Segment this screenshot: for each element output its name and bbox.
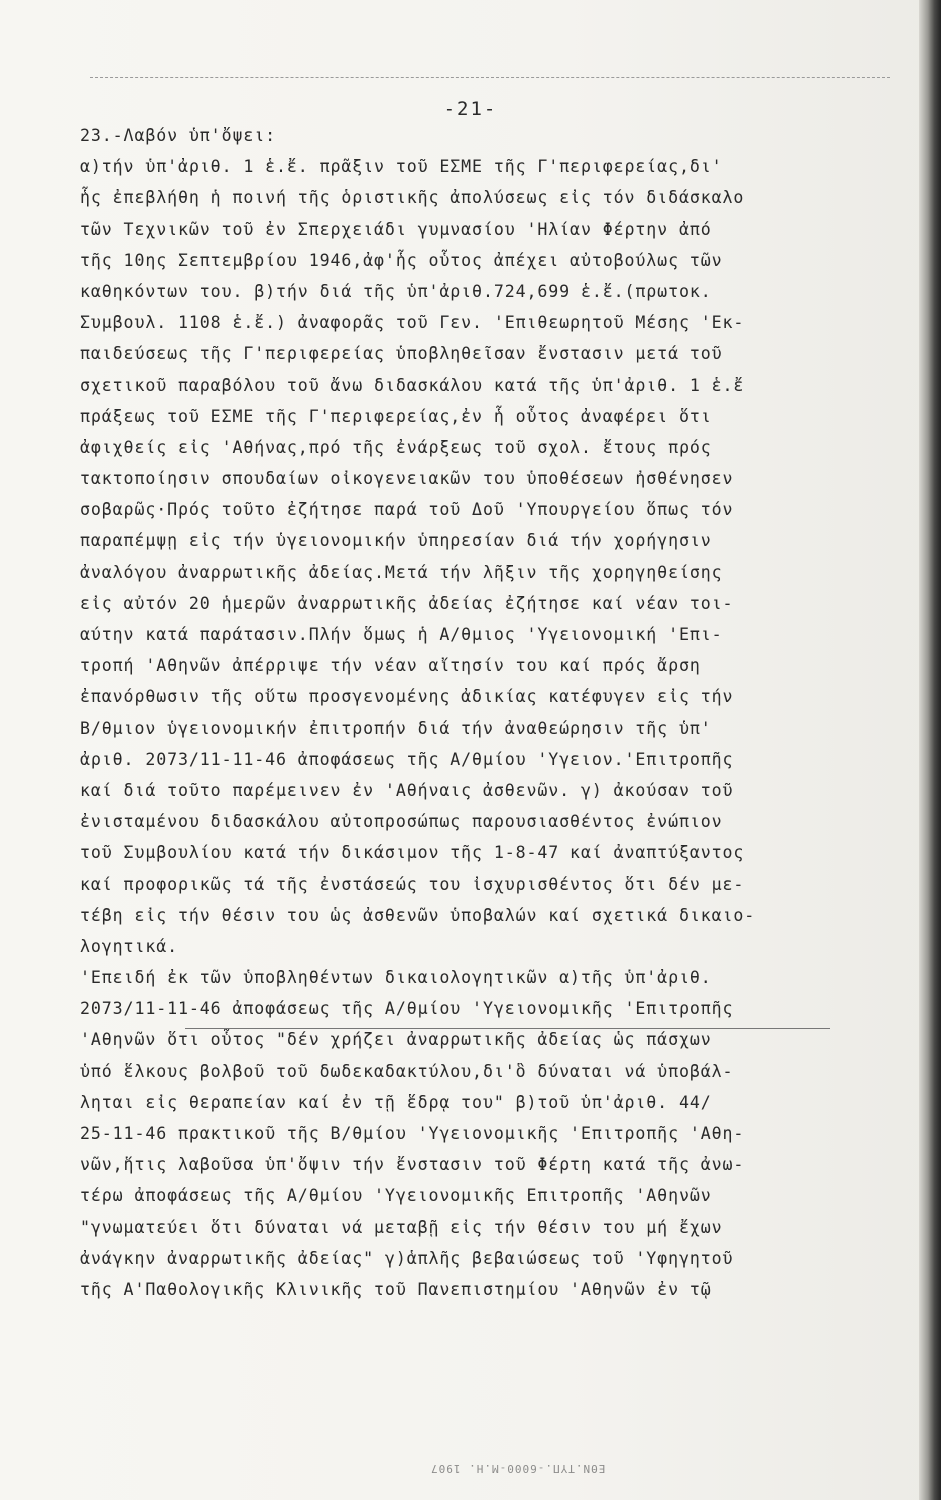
text-line: τέβη εἰς τήν θέσιν του ὡς ἀσθενῶν ὑποβαλών καί σχετικά δικαιο-	[80, 905, 756, 925]
text-line: ἀνάγκην ἀναρρωτικῆς ἀδείας" γ)ἁπλῆς βεβαιώσεως τοῦ 'Υφηγητοῦ	[80, 1248, 734, 1268]
top-rule	[90, 77, 890, 78]
page-number: -21-	[443, 98, 498, 120]
text-line: καθηκόντων του. β)τήν διά τῆς ὑπ'ἀριθ.724,699 ἑ.ἔ.(πρωτοκ.	[80, 281, 712, 301]
text-line: 'Αθηνῶν ὅτι οὗτος "δέν χρήζει ἀναρρωτικῆς ἀδείας ὡς πάσχων	[80, 1030, 712, 1050]
text-line: Β/θμιον ὑγειονομικήν ἐπιτροπήν διά τήν ἀναθεώρησιν τῆς ὑπ'	[80, 718, 712, 738]
text-line: ἀφιχθείς εἰς 'Αθήνας,πρό τῆς ἐνάρξεως τοῦ σχολ. ἔτους πρός	[80, 437, 712, 457]
text-line: καί διά τοῦτο παρέμεινεν ἐν 'Αθήναις ἀσθενῶν. γ) ἀκούσαν τοῦ	[80, 780, 734, 800]
text-line: αύτην κατά παράτασιν.Πλήν ὅμως ἡ Α/θμιος 'Υγειονομική 'Επι-	[80, 625, 723, 644]
text-line: παραπέμψῃ εἰς τήν ὑγειονομικήν ὑπηρεσίαν διά τήν χορήγησιν	[80, 531, 712, 551]
text-line: σοβαρῶς·Πρός τοῦτο ἐζήτησε παρά τοῦ Δοῦ 'Υπουργείου ὅπως τόν	[80, 500, 734, 520]
text-line: καί προφορικῶς τά τῆς ἐνστάσεώς του ἰσχυρισθέντος ὅτι δέν με-	[80, 874, 745, 894]
text-line: ἐνισταμένου διδασκάλου αὐτοπροσώπως παρουσιασθέντος ἐνώπιον	[80, 812, 723, 832]
text-line: τῶν Τεχνικῶν τοῦ ἐν Σπερχειάδι γυμνασίου 'Ηλίαν Φέρτην ἀπό	[80, 219, 712, 239]
text-line: τακτοποίησιν σπουδαίων οἰκογενειακῶν του ὑποθέσεων ἠσθένησεν	[80, 469, 734, 489]
text-line: τῆς Α'Παθολογικῆς Κλινικῆς τοῦ Πανεπιστημίου 'Αθηνῶν ἐν τῷ	[80, 1279, 712, 1299]
text-line: ληται εἰς θεραπείαν καί ἐν τῇ ἕδρᾳ του" β)τοῦ ὑπ'ἀριθ. 44/	[80, 1092, 712, 1112]
text-line: 'Επειδή ἐκ τῶν ὑποβληθέντων δικαιολογητικῶν α)τῆς ὑπ'ἀριθ.	[80, 968, 712, 988]
text-line: τέρω ἀποφάσεως τῆς Α/θμίου 'Υγειονομικῆς Επιτροπῆς 'Αθηνῶν	[80, 1186, 712, 1206]
text-line: ἀναλόγου ἀναρρωτικῆς ἀδείας.Μετά τήν λῆξιν τῆς χορηγηθείσης	[80, 562, 723, 582]
text-line: Συμβουλ. 1108 ἑ.ἔ.) ἀναφορᾶς τοῦ Γεν. 'Επιθεωρητοῦ Μέσης 'Εκ-	[80, 313, 745, 333]
typed-body-text	[80, 120, 910, 1305]
text-line: ἧς ἐπεβλήθη ἡ ποινή τῆς ὁριστικῆς ἀπολύσεως εἰς τόν διδάσκαλο	[80, 188, 745, 208]
text-line: πράξεως τοῦ ΕΣΜΕ τῆς Γ'περιφερείας,ἐν ἧ οὗτος ἀναφέρει ὅτι	[80, 406, 712, 426]
section-end-rule	[185, 1028, 830, 1029]
text-line: "γνωματεύει ὅτι δύναται νά μεταβῇ εἰς τήν θέσιν του μή ἔχων	[80, 1217, 723, 1237]
text-line: ἀριθ. 2073/11-11-46 ἀποφάσεως τῆς Α/θμίου 'Υγειον.'Επιτροπῆς	[80, 749, 734, 769]
text-line: σχετικοῦ παραβόλου τοῦ ἄνω διδασκάλου κατά τῆς ὑπ'ἀριθ. 1 ἑ.ἔ	[80, 375, 745, 395]
text-line: τοῦ Συμβουλίου κατά τήν δικάσιμον τῆς 1-8-47 καί ἀναπτύξαντος	[80, 843, 745, 863]
text-line: 2073/11-11-46 ἀποφάσεως τῆς Α/θμίου 'Υγειονομικῆς 'Επιτροπῆς	[80, 999, 734, 1019]
text-line: παιδεύσεως τῆς Γ'περιφερείας ὑποβληθεῖσαν ἔνστασιν μετά τοῦ	[80, 344, 723, 364]
text-line: ἐπανόρθωσιν τῆς οὕτω προσγενομένης ἀδικίας κατέφυγεν εἰς τήν	[80, 687, 734, 707]
text-line: 25-11-46 πρακτικοῦ τῆς Β/θμίου 'Υγειονομικῆς 'Επιτροπῆς 'Αθη-	[80, 1124, 745, 1143]
text-line: τροπή 'Αθηνῶν ἀπέρριψε τήν νέαν αἴτησίν του καί πρός ἄρση	[80, 656, 701, 676]
text-line: εἰς αὐτόν 20 ἡμερῶν ἀναρρωτικῆς ἀδείας ἐζήτησε καί νέαν τοι-	[80, 593, 734, 613]
text-line: 23.-Λαβόν ὑπ'ὄψει:	[80, 126, 277, 145]
text-line: τῆς 10ης Σεπτεμβρίου 1946,ἀφ'ἧς οὗτος ἀπέχει αὐτοβούλως τῶν	[80, 250, 723, 270]
printer-stamp: ΕΘΝ.ΤΥΠ.-6000-Μ.Η. 1907	[430, 1462, 606, 1475]
text-line: λογητικά.	[80, 936, 179, 956]
text-line: ὑπό ἕλκους βολβοῦ τοῦ δωδεκαδακτύλου,δι'ὃ δύναται νά ὑποβάλ-	[80, 1061, 734, 1081]
binding-edge	[919, 0, 941, 1500]
text-line: α)τήν ὑπ'ἀριθ. 1 ἑ.ἔ. πρᾶξιν τοῦ ΕΣΜΕ τῆς Γ'περιφερείας,δι'	[80, 157, 723, 177]
text-line: νῶν,ἥτις λαβοῦσα ὑπ'ὄψιν τήν ἔνστασιν τοῦ Φέρτη κατά τῆς ἀνω-	[80, 1155, 745, 1175]
